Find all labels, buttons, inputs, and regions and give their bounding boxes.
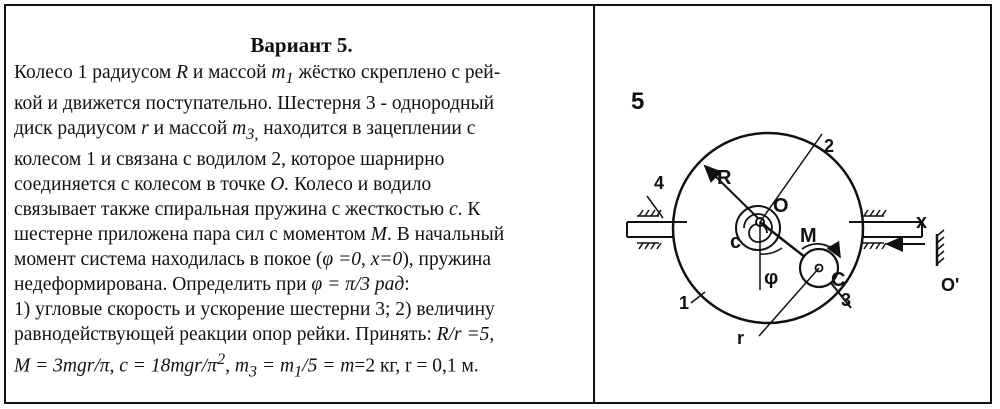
- mechanism-diagram: [597, 6, 990, 402]
- text-line: [14, 60, 589, 91]
- text-segment: =2 кг, r = 0,1 м.: [354, 355, 479, 377]
- text-segment: c: [448, 198, 458, 220]
- label-C: C: [831, 269, 846, 291]
- text-segment: диск радиусом: [14, 117, 142, 139]
- text-segment: ), пружина: [402, 248, 491, 270]
- text-line: [14, 222, 589, 247]
- text-line: [14, 272, 589, 297]
- text-segment: и массой: [188, 62, 272, 83]
- label-rack: 4: [654, 173, 665, 193]
- label-x: x: [916, 211, 928, 233]
- text-line: [14, 347, 589, 384]
- figure-number: 5: [631, 88, 645, 115]
- text-segment: , m: [225, 355, 249, 377]
- label-O: O: [773, 195, 789, 217]
- text-segment: . В начальный: [387, 223, 505, 245]
- text-segment: 1: [294, 362, 303, 381]
- label-phi: φ: [764, 267, 779, 289]
- text-segment: недеформирована. Определить при: [14, 273, 312, 295]
- label-R: R: [717, 167, 732, 189]
- text-segment: и массой: [148, 117, 233, 139]
- text-segment: 1) угловые скорость и ускорение шестерни 3; 2) величину: [14, 298, 495, 320]
- label-gear: 3: [841, 290, 852, 310]
- text-segment: соединяется с колесом в точке: [14, 173, 271, 195]
- text-line: [14, 172, 589, 197]
- text-segment: Колесо 1 радиусом: [14, 62, 177, 83]
- text-segment: Колесо и водило: [289, 173, 432, 195]
- text-line: [14, 197, 589, 222]
- text-segment: = m: [257, 355, 295, 377]
- label-crank: 2: [824, 136, 835, 156]
- problem-statement: [14, 60, 589, 384]
- label-spring: c: [730, 231, 742, 253]
- text-segment: 1: [285, 68, 294, 87]
- text-segment: момент система находилась в покое (: [14, 248, 323, 270]
- text-segment: 3: [248, 362, 258, 381]
- text-segment: 2: [216, 349, 226, 368]
- text-segment: R/r =5,: [436, 323, 495, 345]
- text-segment: O.: [270, 173, 290, 195]
- label-M: M: [800, 225, 817, 247]
- text-line: [14, 116, 589, 147]
- text-line: [14, 297, 589, 322]
- text-segment: находится в зацеплении с: [258, 117, 476, 139]
- text-segment: φ = π/3 рад: [311, 273, 405, 295]
- text-line: [14, 91, 589, 116]
- text-segment: колесом 1 и связана с водилом 2, которое шарнирно: [14, 148, 445, 170]
- text-segment: m: [271, 62, 286, 83]
- text-segment: :: [404, 273, 410, 295]
- text-segment: связывает также спиральная пружина с жесткостью: [14, 198, 449, 220]
- text-line: [14, 322, 589, 347]
- text-segment: шестерне приложена пара сил с моментом: [14, 223, 371, 245]
- text-segment: m: [232, 117, 247, 139]
- label-origin: O': [941, 275, 960, 295]
- text-segment: r: [141, 117, 149, 139]
- text-segment: M: [370, 223, 388, 245]
- label-wheel: 1: [679, 293, 690, 313]
- text-segment: 3,: [246, 124, 259, 143]
- text-segment: M = 3mgr/π, c = 18mgr/π: [14, 355, 217, 377]
- label-r: r: [737, 328, 745, 348]
- text-segment: . К: [457, 198, 481, 220]
- text-segment: /5 = m: [302, 355, 355, 377]
- text-segment: кой и движется поступательно. Шестерня 3 - однородный: [14, 92, 495, 114]
- figure-cell: [597, 6, 990, 402]
- text-segment: R: [176, 62, 188, 83]
- variant-title: Вариант 5.: [250, 33, 353, 57]
- text-line: [14, 247, 589, 272]
- text-segment: φ =0, x=0: [322, 248, 403, 270]
- table-divider: [593, 4, 595, 404]
- text-segment: равнодействующей реакции опор рейки. Принять:: [14, 323, 437, 345]
- problem-text-cell: [14, 32, 589, 384]
- text-segment: жёстко скреплено с рей-: [293, 62, 501, 83]
- text-line: [14, 147, 589, 172]
